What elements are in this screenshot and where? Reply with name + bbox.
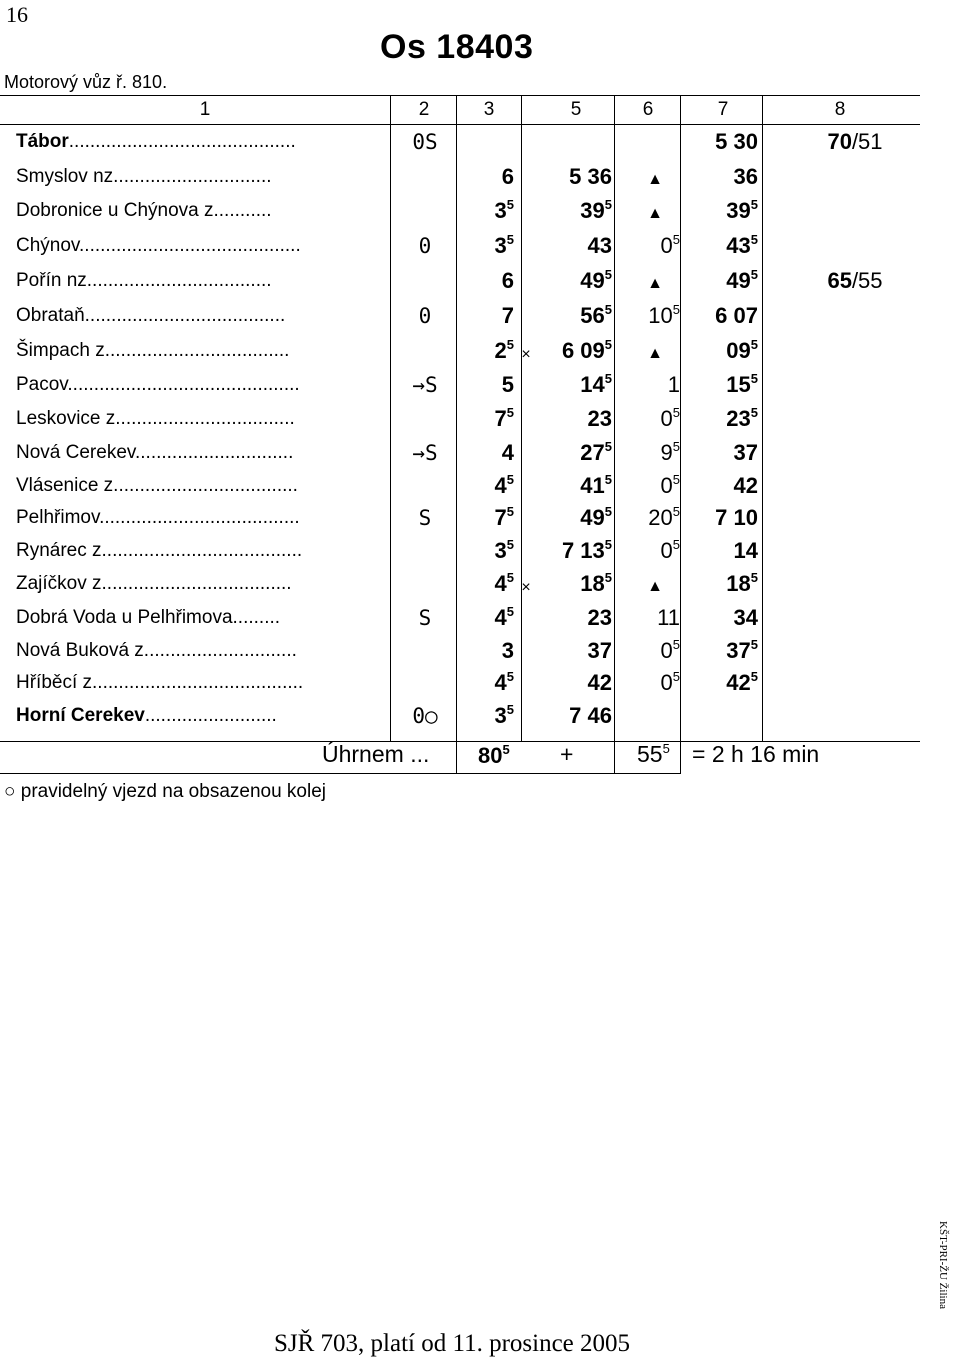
timetable-row	[0, 166, 920, 198]
track-symbol: 0	[418, 234, 432, 258]
header-top-line	[0, 95, 920, 96]
column-number: 5	[570, 99, 582, 120]
pass-through-icon: ▲	[647, 578, 663, 595]
stop-time: $20^5$	[648, 504, 680, 530]
column-number: 6	[642, 99, 654, 120]
station-name	[16, 607, 280, 629]
stop-time: $9^5$	[660, 439, 680, 465]
arrival-time: $49^5$	[580, 267, 612, 293]
departure-time: 42	[733, 473, 758, 498]
timetable-row	[0, 604, 920, 639]
column-number: 8	[834, 99, 846, 120]
pass-through-icon: ▲	[647, 275, 663, 292]
stop-time: $0^5$	[660, 537, 680, 563]
leader-dots: ......................................	[101, 540, 303, 561]
arrival-time: 23	[587, 406, 612, 431]
stop-time: $0^5$	[660, 669, 680, 695]
column-number: 3	[483, 99, 495, 120]
run-time: $4^5$	[494, 669, 514, 695]
track-symbol: 0○	[412, 704, 438, 728]
train-title: Os 18403	[380, 28, 534, 66]
station-label: Pořín nz	[16, 270, 87, 291]
crossing-speed: 65/55	[827, 268, 883, 293]
stop-time: 11	[657, 605, 680, 630]
station-label: Horní Cerekev	[16, 705, 145, 726]
arrival-time: $18^5$	[580, 570, 612, 596]
run-time: $4^5$	[494, 472, 514, 498]
track-symbol: S	[418, 606, 432, 630]
station-label: Dobrá Voda u Pelhřimova	[16, 607, 233, 628]
leader-dots: ......................................	[84, 305, 286, 326]
leader-dots: .........	[232, 607, 281, 628]
departure-time: 6 07	[715, 303, 758, 328]
run-time: $2^5$	[494, 337, 514, 363]
station-label: Leskovice z	[16, 408, 116, 429]
arrival-time: 42	[587, 670, 612, 695]
arrival-time: $41^5$	[580, 472, 612, 498]
arrival-time: $14^5$	[580, 371, 612, 397]
departure-time: 14	[733, 538, 758, 563]
leader-dots: .............................	[143, 640, 297, 661]
leader-dots: ....................................	[101, 573, 292, 594]
arrival-time: 7 46	[569, 703, 612, 728]
leader-dots: .........................	[144, 705, 277, 726]
timetable-row	[0, 267, 920, 302]
station-name	[16, 305, 285, 327]
departure-time: $39^5$	[726, 197, 758, 223]
summary-total: = 2 h 16 min	[692, 741, 820, 767]
timetable-row	[0, 702, 920, 737]
departure-time: 34	[733, 605, 758, 630]
track-symbol: →S	[412, 441, 438, 465]
departure-time: 36	[733, 164, 758, 189]
station-name	[16, 507, 300, 529]
request-stop-mark: ×	[521, 579, 531, 596]
station-name	[16, 235, 301, 257]
timetable-row	[0, 197, 920, 232]
arrival-time: 23	[587, 605, 612, 630]
legend-note: ○ pravidelný vjezd na obsazenou kolej	[4, 781, 327, 802]
station-name	[16, 270, 272, 292]
station-label: Vlásenice z	[16, 475, 114, 496]
arrival-time: 6 $09^5$	[561, 337, 612, 363]
station-name	[16, 475, 298, 497]
run-time: $7^5$	[494, 405, 514, 431]
leader-dots: ...................................	[86, 270, 272, 291]
pass-through-icon: ▲	[647, 345, 663, 362]
crossing-speed: 70/51	[827, 129, 883, 154]
run-time: 7	[501, 303, 514, 328]
timetable-row	[0, 439, 920, 474]
track-symbol: 0	[418, 304, 432, 328]
station-name	[16, 408, 295, 430]
timetable-row	[0, 669, 920, 704]
arrival-time: $39^5$	[580, 197, 612, 223]
stop-time: $0^5$	[660, 405, 680, 431]
station-label: Šimpach z	[16, 340, 105, 361]
station-name	[16, 640, 297, 662]
request-stop-mark: ×	[521, 346, 531, 363]
departure-time: $18^5$	[726, 570, 758, 596]
station-name	[16, 200, 272, 222]
run-time: 3	[501, 638, 514, 663]
leader-dots: ..............................	[113, 166, 272, 187]
timetable-row	[0, 472, 920, 507]
station-label: Obrataň	[16, 305, 85, 326]
station-label: Nová Cerekev	[16, 442, 135, 463]
station-name	[16, 340, 289, 362]
leader-dots: ..................................	[115, 408, 295, 429]
station-name	[16, 540, 302, 562]
page-number: 16	[6, 2, 28, 27]
run-time: $3^5$	[494, 232, 514, 258]
station-name	[16, 672, 303, 694]
timetable-row	[0, 131, 920, 163]
stop-time: $0^5$	[660, 232, 680, 258]
departure-time: $37^5$	[726, 637, 758, 663]
summary-stop-time: $55^5$	[637, 741, 670, 767]
timetable-row	[0, 337, 920, 372]
arrival-time: $49^5$	[580, 504, 612, 530]
run-time: $3^5$	[494, 537, 514, 563]
run-time: $3^5$	[494, 197, 514, 223]
leader-dots: ..........................................	[79, 235, 301, 256]
departure-time: $23^5$	[726, 405, 758, 431]
timetable-row	[0, 537, 920, 572]
station-label: Nová Buková z	[16, 640, 144, 661]
stop-time: $10^5$	[648, 302, 680, 328]
departure-time: $49^5$	[726, 267, 758, 293]
stop-time: $0^5$	[660, 637, 680, 663]
vehicle-note: Motorový vůz ř. 810.	[4, 72, 168, 92]
summary-label: Úhrnem ...	[322, 741, 430, 767]
timetable-row	[0, 302, 920, 337]
station-label: Hříběcí z	[16, 672, 93, 693]
station-name	[16, 442, 293, 464]
timetable-row	[0, 371, 920, 406]
timetable-row	[0, 405, 920, 440]
station-label: Smyslov nz	[16, 166, 114, 187]
summary-plus: +	[560, 741, 574, 767]
arrival-time: 5 36	[569, 164, 612, 189]
arrival-time: $27^5$	[580, 439, 612, 465]
track-symbol: 0S	[412, 130, 438, 154]
track-symbol: →S	[412, 373, 438, 397]
arrival-time: 37	[587, 638, 612, 663]
header-bottom-line	[0, 124, 920, 125]
station-name	[16, 374, 300, 396]
station-name	[16, 166, 272, 188]
run-time: $4^5$	[494, 570, 514, 596]
departure-time: 7 10	[715, 505, 758, 530]
column-number: 1	[199, 99, 211, 120]
leader-dots: ...................................	[104, 340, 290, 361]
leader-dots: ......................................	[99, 507, 300, 528]
station-label: Pacov	[16, 374, 68, 395]
departure-time: $09^5$	[726, 337, 758, 363]
departure-time: $43^5$	[726, 232, 758, 258]
column-number: 2	[418, 99, 430, 120]
leader-dots: ...........................................	[68, 131, 296, 152]
leader-dots: ...................................	[113, 475, 298, 496]
summary-bottom-line	[0, 773, 680, 774]
departure-time: $15^5$	[726, 371, 758, 397]
stop-time: 1	[667, 372, 680, 397]
departure-time: $42^5$	[726, 669, 758, 695]
stop-time: $0^5$	[660, 472, 680, 498]
station-label: Dobronice u Chýnova z	[16, 200, 214, 221]
run-time: $4^5$	[494, 604, 514, 630]
footer-text: SJŘ 703, platí od 11. prosince 2005	[274, 1330, 631, 1357]
summary-run-time: $80^5$	[478, 742, 510, 768]
timetable-row	[0, 504, 920, 539]
station-label: Tábor	[16, 131, 69, 152]
station-name	[16, 705, 277, 727]
run-time: 4	[501, 440, 514, 465]
run-time: $3^5$	[494, 702, 514, 728]
timetable-row	[0, 232, 920, 267]
station-name	[16, 131, 296, 153]
station-label: Zajíčkov z	[16, 573, 102, 594]
leader-dots: ..............................	[134, 442, 294, 463]
station-label: Pelhřimov	[16, 507, 100, 528]
arrival-time: $56^5$	[580, 302, 612, 328]
departure-time: 5 30	[715, 129, 758, 154]
side-note: KŠT-PRI-ŽU Žilina	[937, 1221, 949, 1309]
station-label: Rynárec z	[16, 540, 102, 561]
column-number: 7	[717, 99, 729, 120]
pass-through-icon: ▲	[647, 205, 663, 222]
leader-dots: ........................................	[92, 672, 304, 693]
run-time: 5	[501, 372, 514, 397]
departure-time: 37	[733, 440, 758, 465]
station-name	[16, 573, 292, 595]
timetable-row	[0, 637, 920, 672]
arrival-time: 7 $13^5$	[561, 537, 612, 563]
arrival-time: 43	[587, 233, 612, 258]
run-time: 6	[501, 164, 514, 189]
track-symbol: S	[418, 506, 432, 530]
leader-dots: ...........	[213, 200, 272, 221]
run-time: $7^5$	[494, 504, 514, 530]
leader-dots: ............................................	[67, 374, 300, 395]
station-label: Chýnov	[16, 235, 80, 256]
pass-through-icon: ▲	[647, 171, 663, 188]
run-time: 6	[501, 268, 514, 293]
timetable-row	[0, 570, 920, 605]
